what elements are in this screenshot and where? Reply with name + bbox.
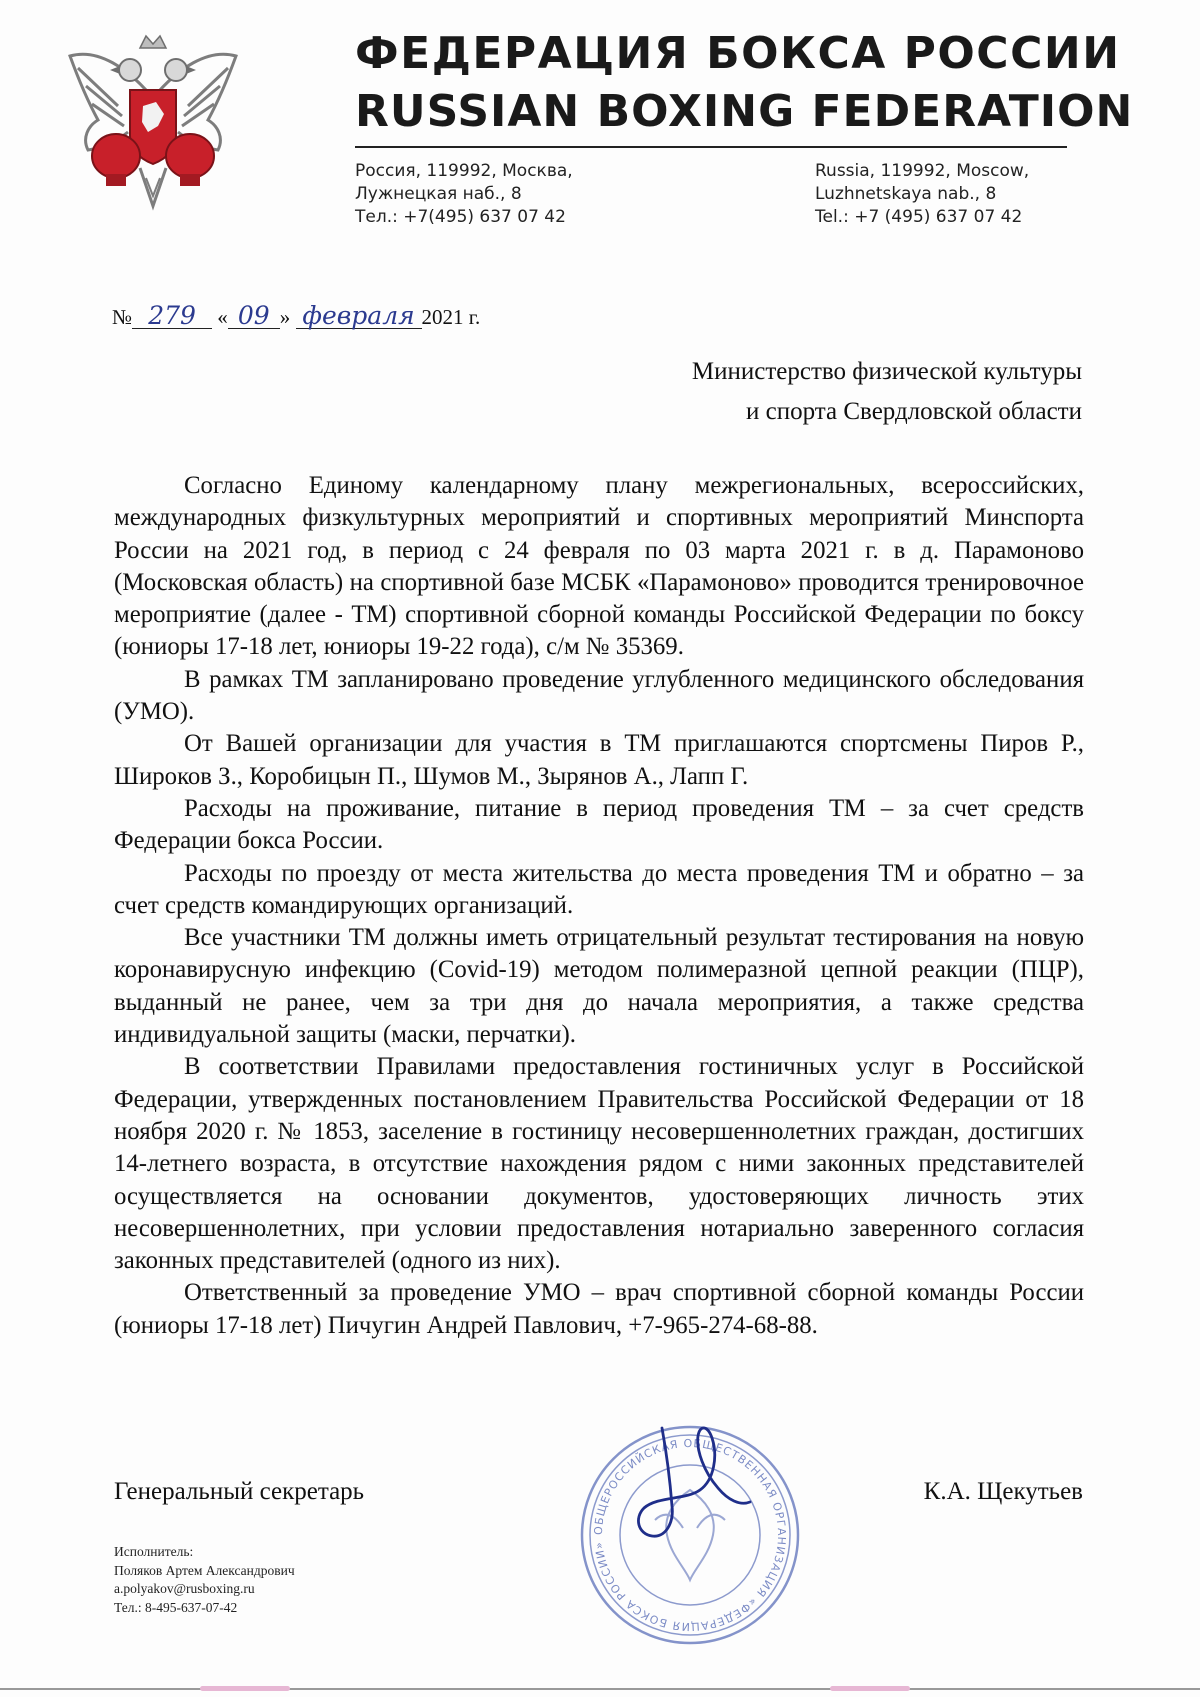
letter-body <box>114 470 1084 1342</box>
letterhead-divider <box>355 146 1067 148</box>
address-ru-line: Лужнецкая наб., 8 <box>355 184 522 204</box>
address-en-line: Russia, 119992, Moscow, <box>815 161 1030 181</box>
day-close-quote: » <box>279 305 291 329</box>
address-ru-line: Тел.: +7(495) 637 07 42 <box>355 207 566 227</box>
address-en <box>815 160 1029 229</box>
double-headed-eagle-emblem-icon <box>58 28 248 228</box>
executor-label: Исполнитель: <box>114 1544 194 1559</box>
body-paragraph: Ответственный за проведение УМО – врач спортивной сборной команды России (юниоры 17-18 лет) Пичугин Андрей Павлович, +7-965-274-68-88. <box>114 1279 1084 1339</box>
body-paragraph: Все участники ТМ должны иметь отрицательный результат тестирования на новую коронавирусную инфекцию (Covid-19) методом полимеразной цепной реакции (ПЦР), выданный не ранее, чем за три дня до начала мероприятия, а также средства индивидуальной защиты (маски, перчатки). <box>114 924 1084 1049</box>
executor-name: Поляков Артем Александрович <box>114 1562 295 1578</box>
page-bottom-edge <box>0 1688 1200 1690</box>
organization-name-ru: ФЕДЕРАЦИЯ БОКСА РОССИИ <box>355 28 1121 79</box>
signatory-position: Генеральный секретарь <box>114 1478 365 1505</box>
address-en-line: Luzhnetskaya nab., 8 <box>815 184 997 204</box>
outgoing-number: 279 <box>132 304 212 329</box>
body-paragraph: Расходы по проезду от места жительства до места проведения ТМ и обратно – за счет средств командирующих организаций. <box>114 859 1084 919</box>
addressee <box>692 352 1082 432</box>
outgoing-month: февраля <box>296 304 422 329</box>
body-paragraph: От Вашей организации для участия в ТМ приглашаются спортсмены Пиров Р., Широков З., Коробицын П., Шумов М., Зырянов А., Лапп Г. <box>114 730 1084 790</box>
body-paragraph: В соответствии Правилами предоставления гостиничных услуг в Российской Федерации, утвержденных постановлением Правительства Российской Федерации от 18 ноября 2020 г. № 1853, заселение в гостиницу несовершеннолетних граждан, достигших 14-летнего возраста, в отсутствие нахождения рядом с ними законных представителей осуществляется на основании документов, удостоверяющих личность этих несовершеннолетних, при условии предоставления нотариально заверенного согласия законных представителей (одного из них). <box>114 1053 1084 1275</box>
day-open-quote: « <box>217 305 228 329</box>
handwritten-signature-icon <box>600 1410 770 1560</box>
executor-phone: Тел.: 8-495-637-07-42 <box>114 1599 238 1615</box>
scan-mark <box>830 1686 910 1691</box>
number-prefix: № <box>112 305 133 329</box>
stamp-text: ОБЩЕРОССИЙСКАЯ ОБЩЕСТВЕННАЯ ОРГАНИЗАЦИЯ «ФЕДЕРАЦИЯ БОКСА РОССИИ» <box>591 1436 789 1634</box>
executor-email: a.polyakov@rusboxing.ru <box>114 1581 255 1596</box>
body-paragraph: В рамках ТМ запланировано проведение углубленного медицинского обследования (УМО). <box>114 665 1084 726</box>
outgoing-number-line <box>112 301 481 330</box>
address-ru-line: Россия, 119992, Москва, <box>355 161 573 181</box>
outgoing-day: 09 <box>228 304 280 329</box>
address-en-line: Tel.: +7 (495) 637 07 42 <box>815 207 1023 227</box>
body-paragraph: Расходы на проживание, питание в период проведения ТМ – за счет средств Федерации бокса России. <box>114 794 1084 855</box>
body-paragraph: Согласно Единому календарному плану межрегиональных, всероссийских, международных физкультурных мероприятий и спортивных мероприятий Минспорта России на 2021 год, в период с 24 февраля по 03 марта 2021 г. в д. Парамоново (Московская область) на спортивной базе МСБК «Парамоново» проводится тренировочное мероприятие (далее - ТМ) спортивной сборной команды Российской Федерации по боксу (юниоры 17-18 лет, юниоры 19-22 года), с/м № 35369. <box>114 472 1084 661</box>
address-ru <box>355 160 573 229</box>
addressee-line: и спорта Свердловской области <box>746 398 1082 425</box>
signatory-name: К.А. Щекутьев <box>923 1478 1083 1505</box>
scan-mark <box>200 1686 290 1691</box>
addressee-line: Министерство физической культуры <box>691 358 1082 385</box>
executor-block <box>114 1543 295 1617</box>
outgoing-year: 2021 г. <box>421 305 481 329</box>
organization-name-en: RUSSIAN BOXING FEDERATION <box>355 86 1134 137</box>
